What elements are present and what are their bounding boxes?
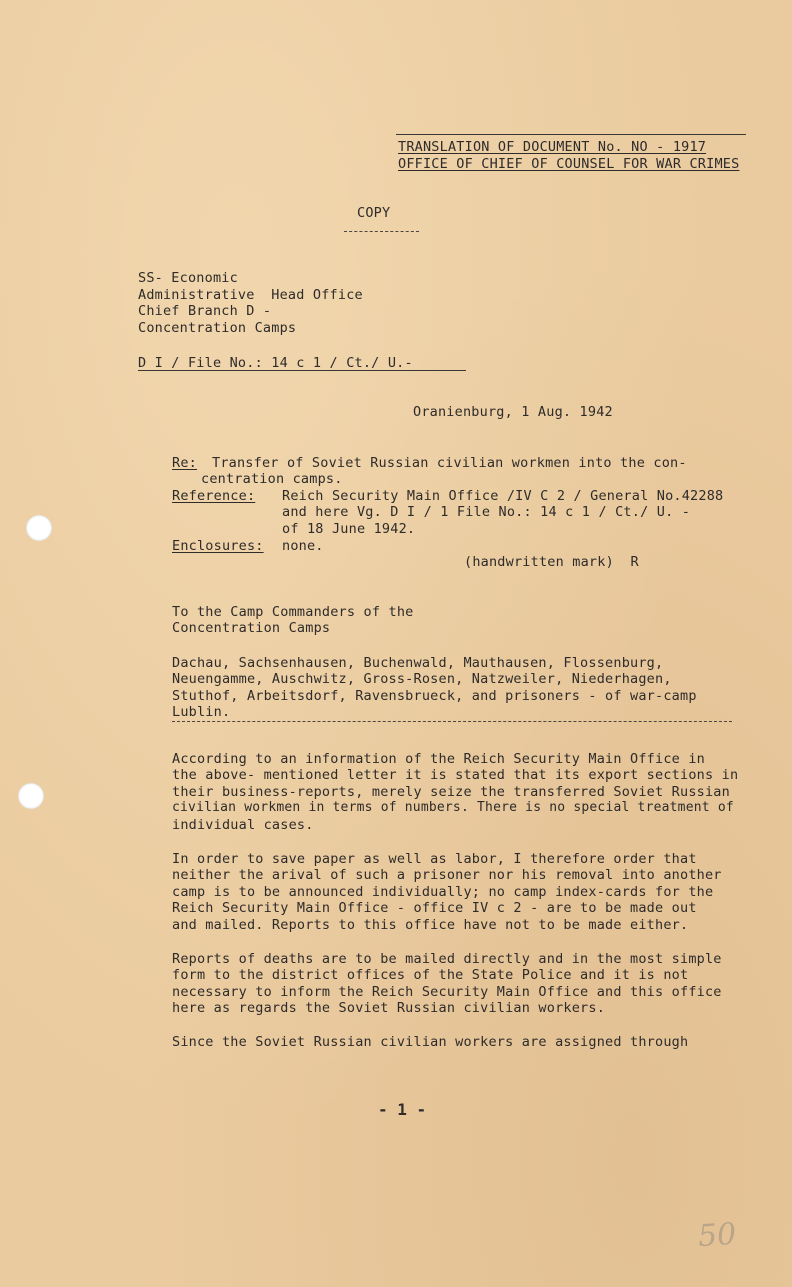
reference-text: of 18 June 1942. [282,521,416,537]
pencil-margin-note: 50 [696,1216,738,1255]
paragraph-line: Reich Security Main Office - office IV c 2 - are to be made out [172,900,697,916]
header-top-rule [396,134,746,135]
page-number: - 1 - [378,1100,427,1119]
paragraph-line: the above- mentioned letter it is stated that its export sections in [172,767,739,783]
copy-label: COPY [357,205,391,221]
paragraph-line: civilian workmen in terms of numbers. There is no special treatment of [172,800,734,815]
handwritten-mark-note: (handwritten mark) R [464,554,639,570]
camp-list-line: Stuthof, Arbeitsdorf, Ravensbrueck, and prisoners - of war-camp [172,688,697,704]
punch-hole-bottom [18,783,44,809]
paragraph-line: individual cases. [172,817,314,833]
paragraph-line: According to an information of the Reich Security Main Office in [172,751,705,767]
paragraph-line: form to the district offices of the State Police and it is not [172,967,689,983]
section-divider [172,721,732,722]
camp-list-line: Dachau, Sachsenhausen, Buchenwald, Mauthausen, Flossenburg, [172,655,664,671]
paragraph-line: here as regards the Soviet Russian civilian workers. [172,1000,606,1016]
reference-text: Reich Security Main Office /IV C 2 / General No.42288 [282,488,724,504]
camp-list-line: Lublin. [172,704,231,720]
sender-line: Chief Branch D - [138,303,272,319]
translation-title: TRANSLATION OF DOCUMENT No. NO - 1917 [398,139,707,155]
paragraph-line: In order to save paper as well as labor, I therefore order that [172,851,697,867]
reference-label: Reference: [172,488,256,504]
enclosures-text: none. [282,538,324,554]
addressee-line: Concentration Camps [172,620,331,636]
re-text: centration camps. [201,471,343,487]
paragraph-line: necessary to inform the Reich Security Main Office and this office [172,984,722,1000]
paragraph-line: their business-reports, merely seize the transferred Soviet Russian [172,784,730,800]
office-title: OFFICE OF CHIEF OF COUNSEL FOR WAR CRIMES [398,156,740,172]
enclosures-label: Enclosures: [172,538,264,554]
re-label: Re: [172,455,197,471]
re-text: Transfer of Soviet Russian civilian workmen into the con- [212,455,687,471]
paragraph-line: and mailed. Reports to this office have not to be made either. [172,917,689,933]
addressee-line: To the Camp Commanders of the [172,604,414,620]
sender-line: Concentration Camps [138,320,297,336]
camp-list-line: Neuengamme, Auschwitz, Gross-Rosen, Natzweiler, Niederhagen, [172,671,672,687]
date-line: Oranienburg, 1 Aug. 1942 [413,404,613,420]
file-reference: D I / File No.: 14 c 1 / Ct./ U.- [138,355,413,371]
paragraph-line: neither the arival of such a prisoner nor his removal into another [172,867,722,883]
sender-line: SS- Economic [138,270,238,286]
copy-underline [344,231,419,232]
paragraph-line: Since the Soviet Russian civilian workers are assigned through [172,1034,689,1050]
file-reference-underline [138,370,466,371]
sender-line: Administrative Head Office [138,287,363,303]
punch-hole-top [26,515,52,541]
paragraph-line: camp is to be announced individually; no camp index-cards for the [172,884,714,900]
reference-text: and here Vg. D I / 1 File No.: 14 c 1 / Ct./ U. - [282,504,691,520]
paragraph-line: Reports of deaths are to be mailed directly and in the most simple [172,951,722,967]
